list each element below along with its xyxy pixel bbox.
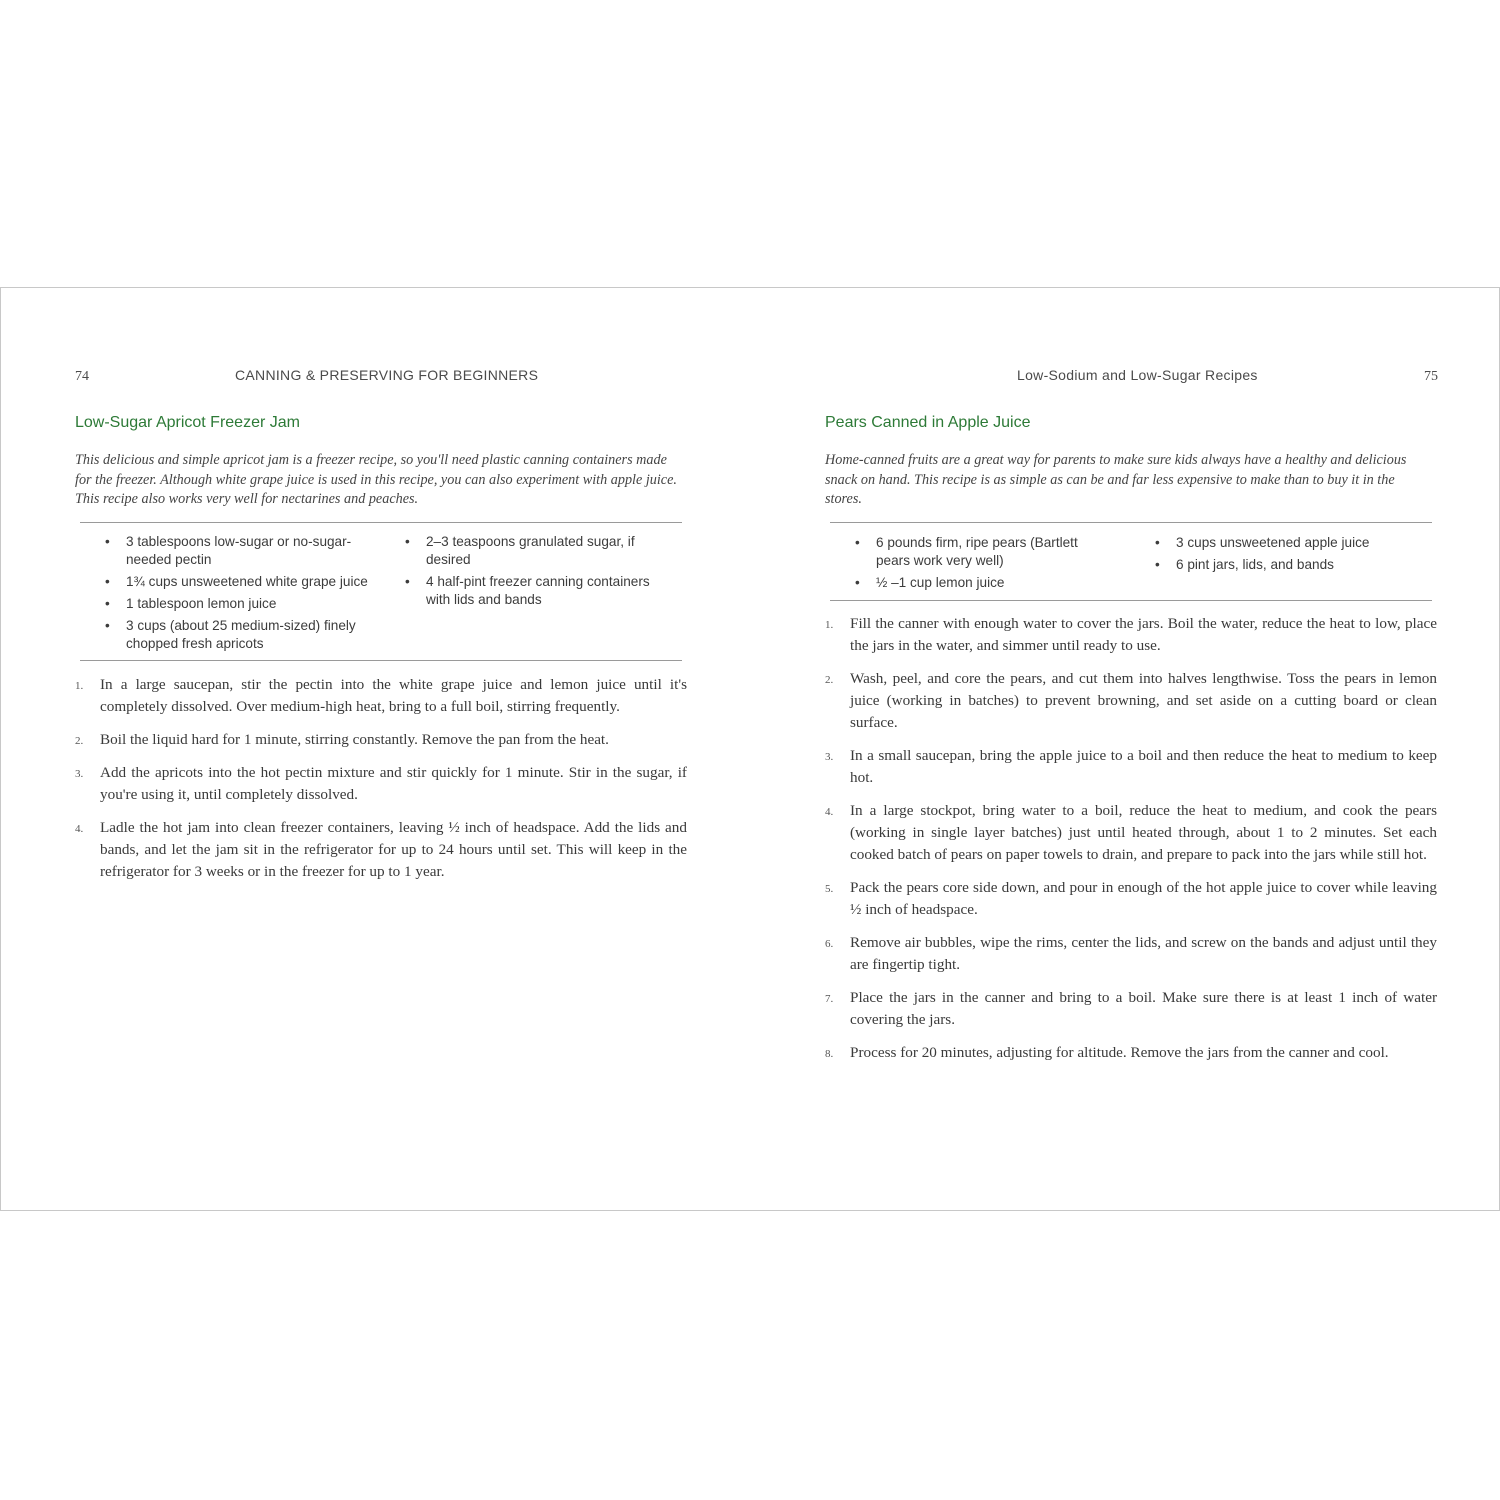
bullet-icon: • (405, 534, 410, 549)
step-number: 7. (825, 993, 834, 1005)
step-number: 5. (825, 883, 834, 895)
ingredient-text: ½ –1 cup lemon juice (876, 575, 1005, 590)
ingredient-text: 2–3 teaspoons granulated sugar, if desired (426, 534, 635, 567)
step-text: Add the apricots into the hot pectin mixture and stir quickly for 1 minute. Stir in the sugar, if you're using it, until completely dissolved. (100, 764, 687, 803)
step-text: Wash, peel, and core the pears, and cut them into halves lengthwise. Toss the pears in lemon juice (working in batches) to prevent browning, and set aside on a cutting board or clean surface. (850, 670, 1437, 731)
step-item (825, 668, 1437, 734)
left-page (1, 288, 750, 1210)
bullet-icon: • (105, 574, 110, 589)
step-item (825, 932, 1437, 976)
ingredient-item (405, 573, 675, 609)
ingredient-text: 3 cups unsweetened apple juice (1176, 535, 1370, 550)
step-text: Process for 20 minutes, adjusting for altitude. Remove the jars from the canner and cool. (850, 1044, 1389, 1061)
page-number: 75 (1424, 369, 1438, 384)
step-text: Remove air bubbles, wipe the rims, center the lids, and screw on the bands and adjust until they are fingertip tight. (850, 934, 1437, 973)
ingredients-column-2 (405, 533, 675, 613)
step-item (75, 762, 687, 806)
step-number: 2. (825, 674, 834, 686)
bullet-icon: • (405, 574, 410, 589)
recipe-title: Low-Sugar Apricot Freezer Jam (75, 414, 300, 431)
step-number: 1. (75, 680, 84, 692)
step-item (75, 817, 687, 883)
ingredients-bottom-rule (830, 600, 1432, 601)
book-spread (0, 287, 1500, 1211)
recipe-title: Pears Canned in Apple Juice (825, 414, 1031, 431)
bullet-icon: • (105, 618, 110, 633)
step-item (825, 800, 1437, 866)
step-item (825, 987, 1437, 1031)
ingredient-text: 3 cups (about 25 medium-sized) finely chopped fresh apricots (126, 618, 356, 651)
ingredient-item (405, 533, 675, 569)
ingredient-item (105, 595, 375, 613)
recipe-steps (825, 613, 1437, 1075)
step-text: In a small saucepan, bring the apple juice to a boil and then reduce the heat to medium to keep hot. (850, 747, 1437, 786)
recipe-intro: This delicious and simple apricot jam is a freezer recipe, so you'll need plastic canning containers made for the freezer. Although white grape juice is used in this recipe, you can also experiment with apple juice. This recipe also works very well for nectarines and peaches. (75, 452, 677, 508)
ingredient-text: 1 tablespoon lemon juice (126, 596, 277, 611)
step-text: In a large stockpot, bring water to a boil, reduce the heat to medium, and cook the pears (working in single layer batches) just until heated through, about 1 to 2 minutes. Set each cooked batch of pears on paper towels to drain, and prepare to pack into the jars while still hot. (850, 802, 1437, 863)
step-item (75, 729, 687, 751)
step-number: 4. (75, 823, 84, 835)
step-text: Fill the canner with enough water to cover the jars. Boil the water, reduce the heat to low, place the jars in the water, and simmer until ready to use. (850, 615, 1437, 654)
ingredients-column-1 (855, 534, 1095, 596)
ingredient-text: 4 half-pint freezer canning containers with lids and bands (426, 574, 650, 607)
ingredient-item (1155, 534, 1425, 552)
ingredient-item (855, 574, 1095, 592)
ingredients-column-2 (1155, 534, 1425, 578)
recipe-steps (75, 674, 687, 894)
ingredients-top-rule (80, 522, 682, 523)
step-text: Boil the liquid hard for 1 minute, stirring constantly. Remove the pan from the heat. (100, 731, 609, 748)
step-number: 2. (75, 735, 84, 747)
page-number: 74 (75, 369, 89, 384)
bullet-icon: • (105, 534, 110, 549)
ingredients-top-rule (830, 522, 1432, 523)
ingredients-column-1 (105, 533, 375, 657)
ingredient-text: 6 pint jars, lids, and bands (1176, 557, 1334, 572)
step-item (825, 613, 1437, 657)
step-text: Ladle the hot jam into clean freezer containers, leaving ½ inch of headspace. Add the lids and bands, and let the jam sit in the refrigerator for up to 24 hours until set. This will keep in the refrigerator for 3 weeks or in the freezer for up to 1 year. (100, 819, 687, 880)
bullet-icon: • (1155, 557, 1160, 572)
step-text: Pack the pears core side down, and pour in enough of the hot apple juice to cover while leaving ½ inch of headspace. (850, 879, 1437, 918)
bullet-icon: • (1155, 535, 1160, 550)
step-item (825, 877, 1437, 921)
step-number: 8. (825, 1048, 834, 1060)
step-number: 1. (825, 619, 834, 631)
step-item (75, 674, 687, 718)
ingredient-item (855, 534, 1095, 570)
running-head: CANNING & PRESERVING FOR BEGINNERS (235, 367, 539, 383)
step-text: In a large saucepan, stir the pectin into the white grape juice and lemon juice until it's completely dissolved. Over medium-high heat, bring to a full boil, stirring frequently. (100, 676, 687, 715)
step-item (825, 745, 1437, 789)
step-number: 3. (825, 751, 834, 763)
bullet-icon: • (105, 596, 110, 611)
ingredient-text: 1¾ cups unsweetened white grape juice (126, 574, 368, 589)
ingredient-text: 6 pounds firm, ripe pears (Bartlett pears work very well) (876, 535, 1078, 568)
step-text: Place the jars in the canner and bring to a boil. Make sure there is at least 1 inch of water covering the jars. (850, 989, 1437, 1028)
step-number: 6. (825, 938, 834, 950)
ingredients-bottom-rule (80, 660, 682, 661)
step-item (825, 1042, 1437, 1064)
running-head: Low-Sodium and Low-Sugar Recipes (1017, 367, 1258, 383)
step-number: 4. (825, 806, 834, 818)
ingredient-item (105, 573, 375, 591)
bullet-icon: • (855, 535, 860, 550)
ingredient-text: 3 tablespoons low-sugar or no-sugar-needed pectin (126, 534, 352, 567)
bullet-icon: • (855, 575, 860, 590)
step-number: 3. (75, 768, 84, 780)
recipe-intro: Home-canned fruits are a great way for parents to make sure kids always have a healthy and delicious snack on hand. This recipe is as simple as can be and far less expensive to make than to buy it in the stores. (825, 452, 1407, 508)
ingredient-item (1155, 556, 1425, 574)
right-page (750, 288, 1499, 1210)
ingredient-item (105, 533, 375, 569)
ingredient-item (105, 617, 375, 653)
